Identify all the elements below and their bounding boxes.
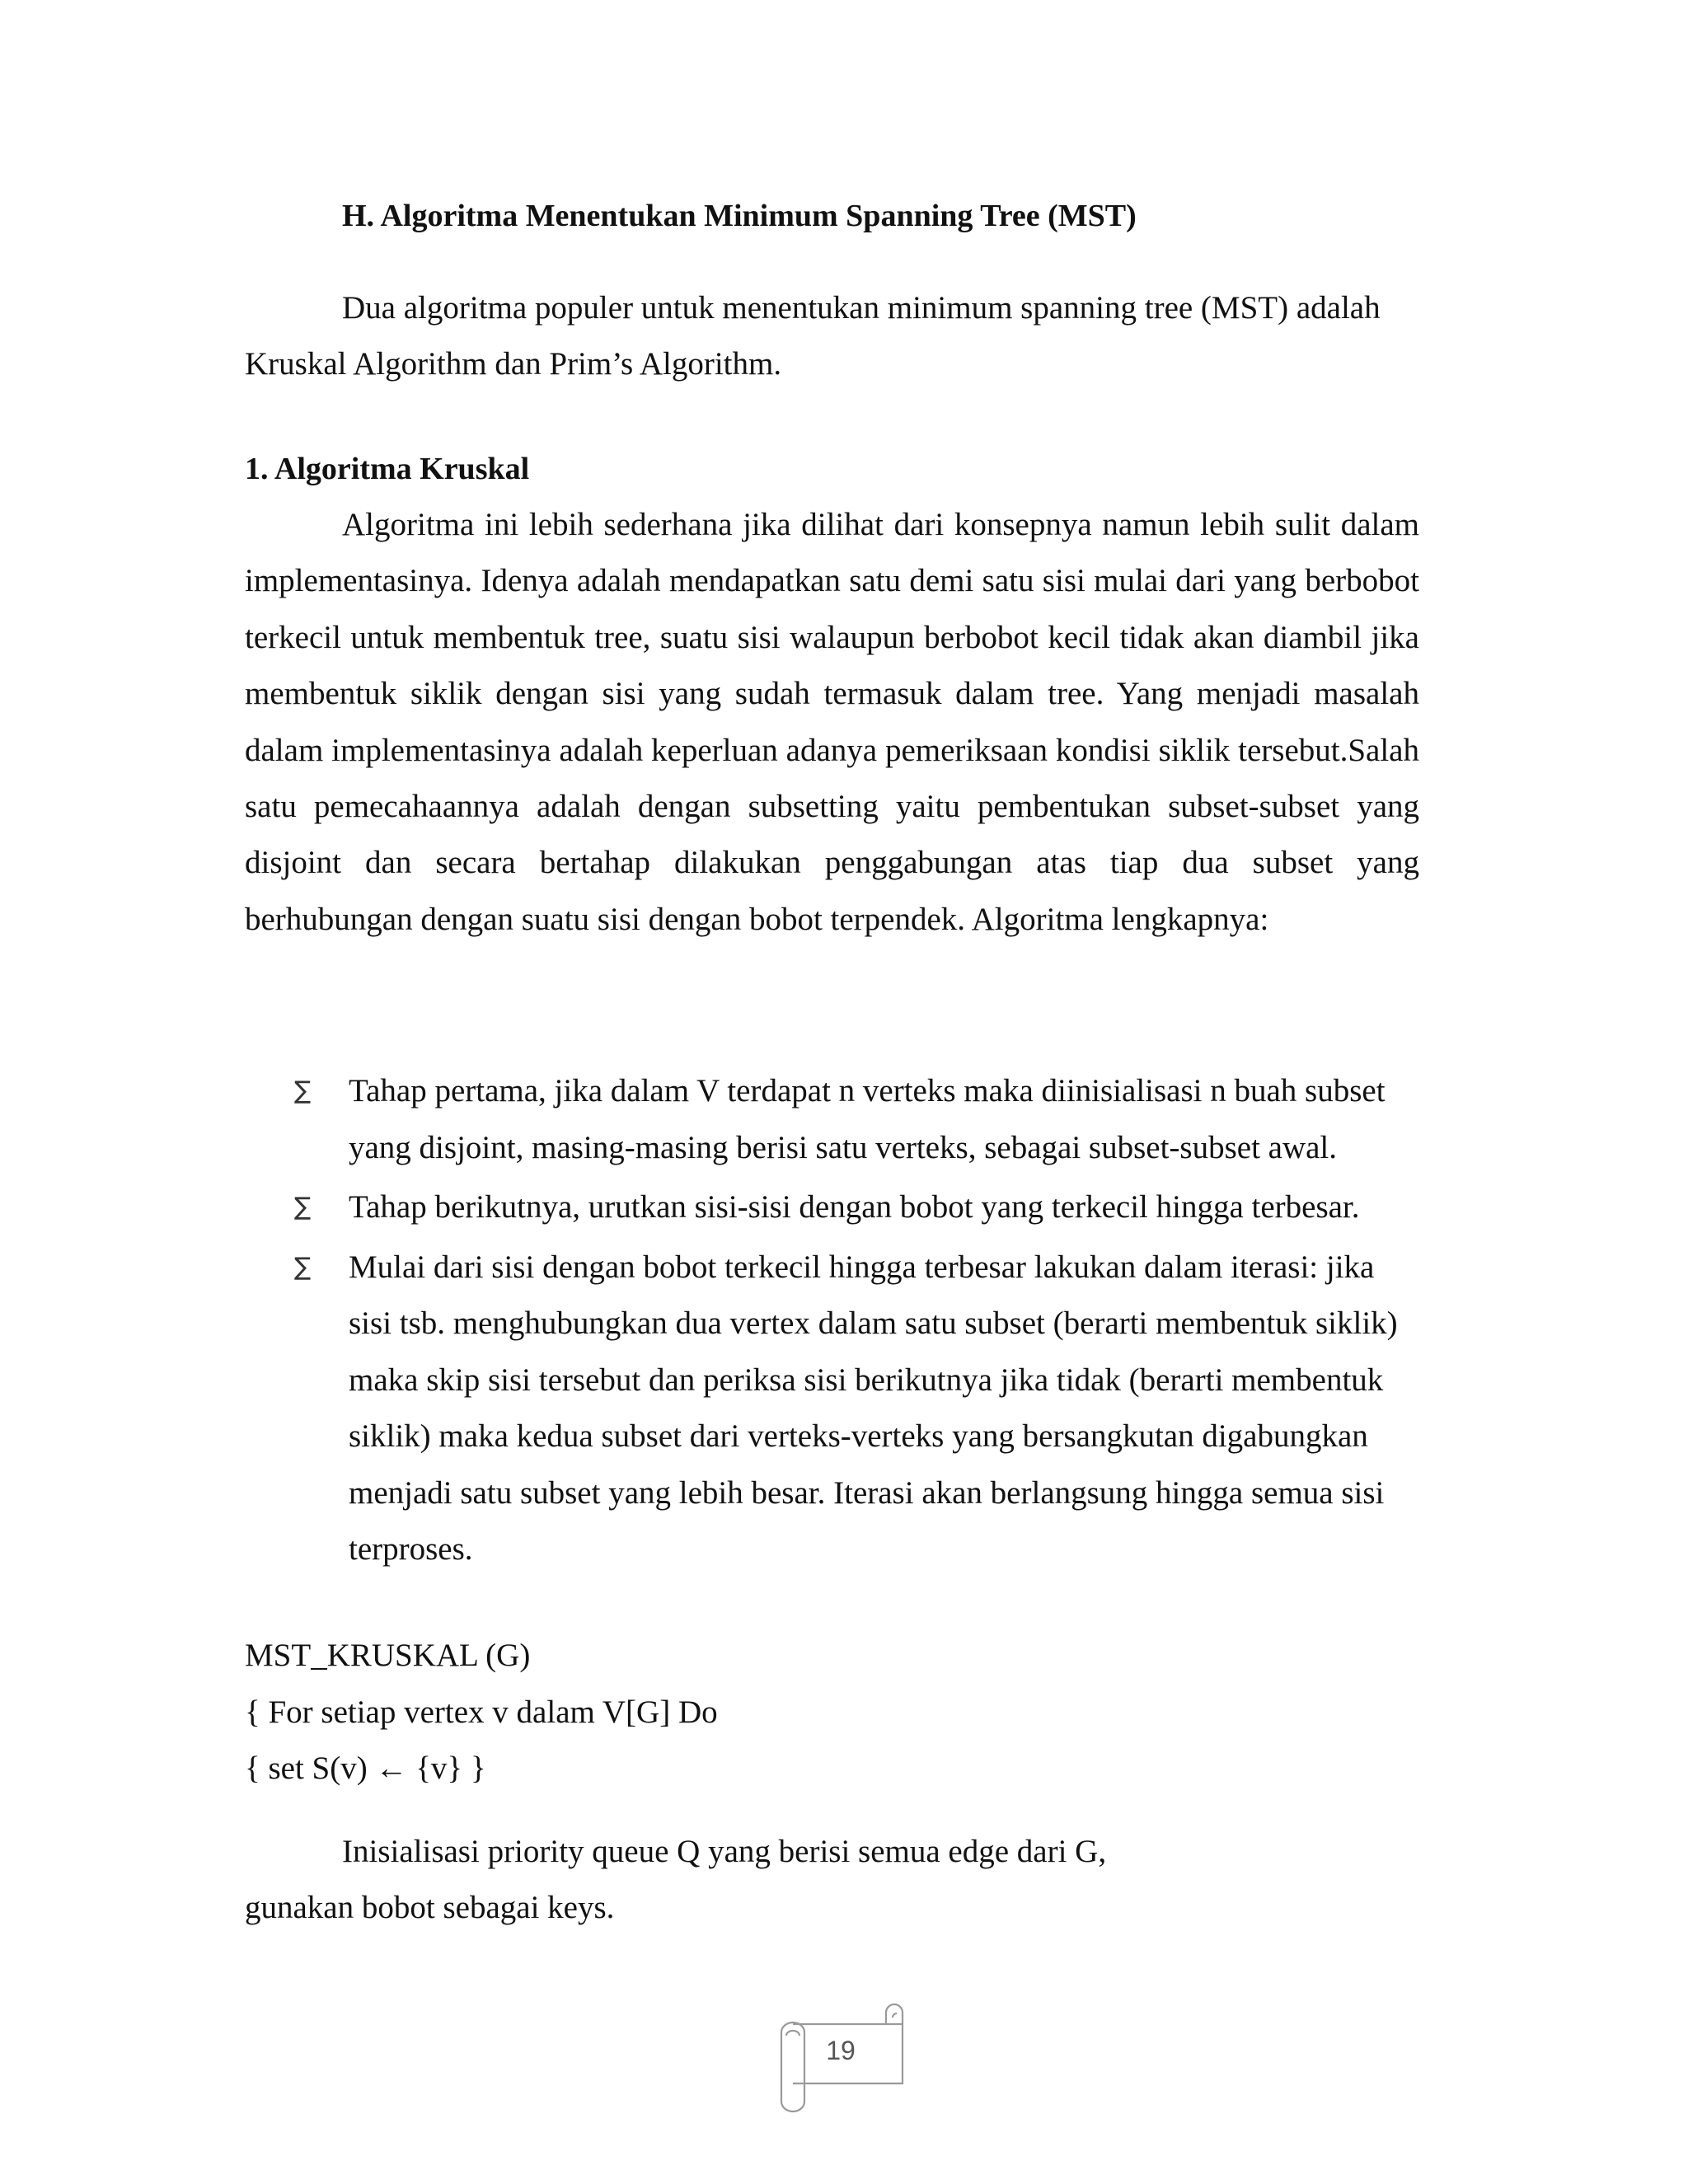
list-item [294, 1063, 1419, 1176]
init-line: gunakan bobot sebagai keys. [245, 1890, 615, 1925]
code-line: MST_KRUSKAL (G) [245, 1638, 531, 1673]
pseudocode-block [245, 1628, 718, 1797]
step-text: Mulai dari sisi dengan bobot terkecil hingga terbesar lakukan dalam iterasi: jika sisi tsb. menghubungkan dua vertex dalam satu subset (berarti membentuk siklik) maka skip sisi tersebut dan periksa sisi berikutnya jika tidak (berarti membentuk siklik) maka kedua subset dari verteks-verteks yang bersangkutan digabungkan menjadi satu subset yang lebih besar. Iterasi akan berlangsung hingga semua sisi terproses. [349, 1249, 1398, 1567]
page-number: 19 [826, 2036, 856, 2065]
kruskal-paragraph: Algoritma ini lebih sederhana jika dilihat dari konsepnya namun lebih sulit dalam implementasinya. Idenya adalah mendapatkan satu demi satu sisi mulai dari yang berbobot terkecil untuk membentuk tree, suatu sisi walaupun berbobot kecil tidak akan diambil jika membentuk siklik dengan sisi yang sudah termasuk dalam tree. Yang menjadi masalah dalam implementasinya adalah keperluan adanya pemeriksaan kondisi siklik tersebut.Salah satu pemecahaannya adalah dengan subsetting yaitu pembentukan subset-subset yang disjoint dan secara bertahap dilakukan penggabungan atas tiap dua subset yang berhubungan dengan suatu sisi dengan bobot terpendek. Algoritma lengkapnya: [245, 507, 1419, 937]
list-item [294, 1240, 1419, 1578]
sigma-bullet-icon: ∑ [294, 1252, 312, 1282]
sigma-bullet-icon: ∑ [294, 1076, 312, 1105]
init-line: Inisialisasi priority queue Q yang berisi semua edge dari G, [342, 1834, 1107, 1869]
page-number-scroll [758, 1993, 923, 2116]
algorithm-steps-list [294, 1063, 1419, 1582]
section-heading: H. Algoritma Menentukan Minimum Spanning Tree (MST) [342, 199, 1137, 233]
step-text: Tahap berikutnya, urutkan sisi-sisi dengan bobot yang terkecil hingga terbesar. [349, 1189, 1360, 1225]
code-line: { set S(v) ← {v} } [245, 1750, 486, 1786]
sigma-bullet-icon: ∑ [294, 1193, 312, 1221]
kruskal-heading: 1. Algoritma Kruskal [245, 452, 530, 486]
init-paragraph [245, 1824, 1106, 1936]
code-line: { For setiap vertex v dalam V[G] Do [245, 1694, 718, 1730]
intro-paragraph: Dua algoritma populer untuk menentukan minimum spanning tree (MST) adalah Kruskal Algorithm dan Prim’s Algorithm. [245, 290, 1381, 382]
step-text: Tahap pertama, jika dalam V terdapat n verteks maka diinisialisasi n buah subset yang disjoint, masing-masing berisi satu verteks, sebagai subset-subset awal. [349, 1073, 1386, 1165]
list-item [294, 1179, 1419, 1236]
